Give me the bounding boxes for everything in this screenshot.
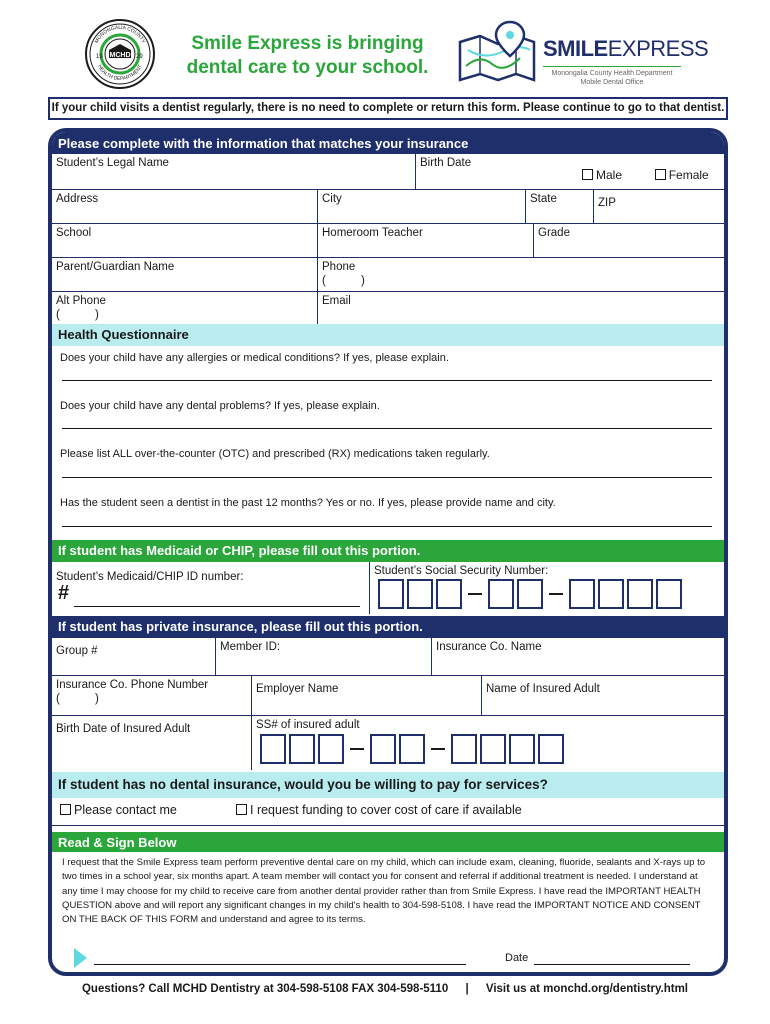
female-checkbox[interactable]	[655, 169, 666, 180]
insured-adult-ssn-field[interactable]: SS# of insured adult	[256, 719, 360, 731]
mchd-seal-logo	[84, 18, 156, 90]
header	[0, 0, 770, 95]
medicaid-chip-header: If student has Medicaid or CHIP, please fill out this portion.	[52, 540, 724, 562]
student-ssn-boxes[interactable]	[378, 579, 685, 609]
footer-separator: |	[465, 983, 469, 995]
svg-text:MCHD: MCHD	[109, 52, 131, 59]
brand-rule	[543, 66, 681, 67]
date-line[interactable]	[534, 964, 690, 965]
birth-date-field[interactable]: Birth Date Male Female	[416, 154, 724, 190]
footer	[0, 983, 770, 995]
enrollment-form	[48, 128, 728, 976]
insured-adult-name-field[interactable]: Name of Insured Adult	[482, 676, 724, 716]
address-field[interactable]: Address	[52, 190, 318, 224]
homeroom-teacher-field[interactable]: Homeroom Teacher	[318, 224, 534, 258]
student-name-field[interactable]: Student’s Legal Name	[52, 154, 416, 190]
consent-text: I request that the Smile Express team perform preventive dental care on my child, which can include exam, cleaning, fluoride, sealants and X-rays up to two times in a school year, six months apart. A team member will contact you for consent and referral if additional treatment is needed. I understand at any time I may choose for my child to receive care from another dental provider rather than from Smile Express. I have read the IMPORTANT HEALTH QUESTION above and will report any significant changes in my child's health to 304-598-5108. I have read the IMPORTANT NOTICE AND CONSENT ON THE BACK OF THIS FORM and understand and agree to its terms.	[62, 857, 706, 926]
tagline-line1: Smile Express is bringing	[191, 33, 424, 54]
question-dental-problems: Does your child have any dental problems? If yes, please explain.	[60, 400, 380, 412]
svg-text:19: 19	[96, 54, 103, 60]
male-checkbox[interactable]	[582, 169, 593, 180]
insurance-info-header: Please complete with the information that matches your insurance	[52, 132, 724, 154]
city-field[interactable]: City	[318, 190, 526, 224]
sign-here-arrow-icon	[74, 948, 87, 968]
answer-line-dentist-visit[interactable]	[62, 526, 712, 527]
zip-field[interactable]: ZIP	[594, 190, 724, 224]
phone-field[interactable]: Phone ( )	[318, 258, 724, 292]
question-medications: Please list ALL over-the-counter (OTC) and prescribed (RX) medications taken regularly.	[60, 448, 490, 460]
group-number-field[interactable]: Group #	[52, 638, 216, 676]
date-label: Date	[505, 952, 529, 964]
footer-website-link[interactable]: Visit us at monchd.org/dentistry.html	[485, 983, 688, 995]
alt-phone-field[interactable]: Alt Phone ( )	[52, 292, 318, 324]
signature-line[interactable]	[94, 964, 466, 965]
funding-request-checkbox[interactable]	[236, 804, 247, 815]
svg-text:HEALTH DEPARTMENT: HEALTH DEPARTMENT	[96, 63, 144, 83]
tagline	[175, 32, 440, 80]
funding-request-option[interactable]: I request funding to cover cost of care if available	[236, 803, 522, 817]
brand-subtitle: Monongalia County Health Department Mobile Dental Office	[551, 70, 673, 86]
parent-guardian-field[interactable]: Parent/Guardian Name	[52, 258, 318, 292]
answer-line-allergies[interactable]	[62, 380, 712, 381]
insurance-phone-field[interactable]: Insurance Co. Phone Number ( )	[52, 676, 252, 716]
member-id-field[interactable]: Member ID:	[216, 638, 432, 676]
answer-line-dental-problems[interactable]	[62, 428, 712, 429]
email-field[interactable]: Email	[322, 295, 351, 307]
state-field[interactable]: State	[526, 190, 594, 224]
question-dentist-visit: Has the student seen a dentist in the past 12 months? Yes or no. If yes, please provide name and city.	[60, 497, 556, 509]
regular-dentist-notice: If your child visits a dentist regularly, there is no need to complete or return this form. Please continue to go to that dentist.	[48, 97, 728, 120]
insured-adult-birthdate-field[interactable]: Birth Date of Insured Adult	[52, 716, 252, 770]
insurance-name-field[interactable]: Insurance Co. Name	[432, 638, 724, 676]
question-allergies: Does your child have any allergies or medical conditions? If yes, please explain.	[60, 352, 449, 364]
contact-me-option[interactable]: Please contact me	[60, 803, 177, 817]
smile-express-brand: SMILEEXPRESS	[543, 36, 709, 61]
private-insurance-header: If student has private insurance, please fill out this portion.	[52, 616, 724, 638]
student-ssn-field[interactable]: Student’s Social Security Number:	[374, 565, 549, 577]
tagline-line2: dental care to your school.	[186, 57, 429, 78]
school-field[interactable]: School	[52, 224, 318, 258]
read-sign-header: Read & Sign Below	[52, 832, 724, 852]
footer-contact: Questions? Call MCHD Dentistry at 304-598-5108 FAX 304-598-5110	[81, 983, 449, 995]
employer-name-field[interactable]: Employer Name	[252, 676, 482, 716]
grade-field[interactable]: Grade	[534, 224, 724, 258]
svg-text:29: 29	[136, 54, 143, 60]
contact-me-checkbox[interactable]	[60, 804, 71, 815]
answer-line-medications[interactable]	[62, 477, 712, 478]
insured-ssn-boxes[interactable]	[260, 734, 567, 764]
svg-text:MONONGALIA COUNTY: MONONGALIA COUNTY	[93, 24, 147, 45]
medicaid-id-field[interactable]: Student’s Medicaid/CHIP ID number: #	[52, 562, 370, 614]
no-insurance-header: If student has no dental insurance, would you be willing to pay for services?	[52, 772, 724, 798]
map-pin-icon	[458, 20, 536, 82]
health-questionnaire-header: Health Questionnaire	[52, 324, 724, 346]
